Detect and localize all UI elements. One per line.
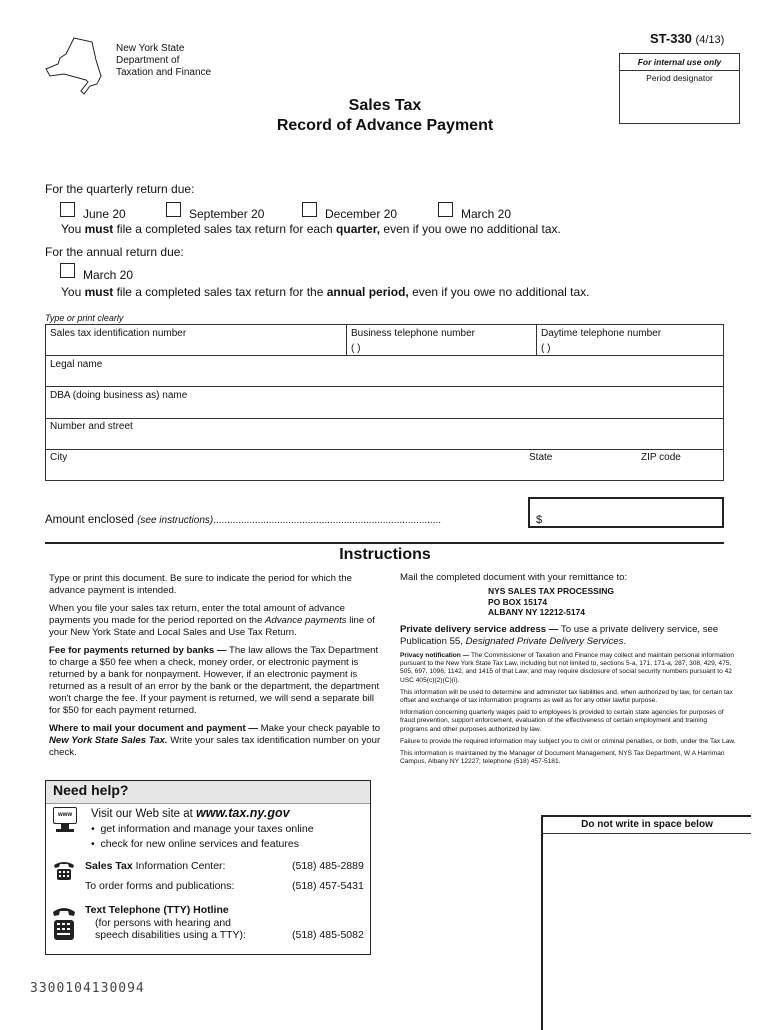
- option-march-quarterly: March 20: [461, 207, 512, 221]
- state-field[interactable]: State: [529, 452, 553, 463]
- instruction-p1: Type or print this document. Be sure to indicate the period for which the advance payment is intended.: [49, 573, 352, 596]
- web-monitor-icon: www: [53, 807, 77, 833]
- checkbox-december[interactable]: [302, 202, 317, 217]
- forms-label: To order forms and publications:: [85, 880, 235, 892]
- dollar-sign: $: [536, 514, 543, 526]
- instruction-p3: Fee for payments returned by banks — The law allows the Tax Department to charge a $50 fee when a check, money order, or electronic payment is returned by a bank for nonpayment. However, if an electronic payment is returned as a result of an error by the bank or the department, the department won't charge the fee. If your payment is returned, we will send a separate bill for $50 for each payment returned.: [49, 645, 380, 716]
- sales-tax-id-field[interactable]: Sales tax identification number: [50, 328, 187, 339]
- instructions-heading: Instructions: [339, 546, 431, 563]
- dba-field[interactable]: DBA (doing business as) name: [50, 390, 188, 401]
- new-york-state-map-logo: [44, 36, 112, 96]
- info-center-label: Sales Tax Information Center:: [85, 860, 226, 872]
- daytime-phone-parens: ( ): [541, 343, 551, 354]
- business-phone-field[interactable]: Business telephone number: [351, 328, 475, 339]
- legal-name-field[interactable]: Legal name: [50, 359, 103, 370]
- quarterly-heading: For the quarterly return due:: [45, 182, 195, 196]
- checkbox-march-annual[interactable]: [60, 263, 75, 278]
- tty-info: Text Telephone (TTY) Hotline (for persons with hearing and speech disabilities using a TTY):: [85, 904, 246, 941]
- option-march-annual: March 20: [83, 268, 134, 282]
- telephone-icon: [52, 858, 76, 882]
- need-help-heading: Need help?: [53, 782, 129, 798]
- help-bullet-1: • get information and manage your taxes online: [91, 823, 314, 835]
- privacy-notification: Privacy notification — The Commissioner of Taxation and Finance may collect and maintain personal information pursuant to the New York State Tax Law, including but not limited to, sections 5-a, 171, 171-a, 287, 308, 429, 475, 505, 697, 1096, 1142, and 1415 of that Law; and may require disclosure of social security numbers pursuant to 42 USC 405(c)(2)(C)(i). This information will be used to determine and administer tax liabilities and, when authorized by law, for certain tax offset and exchange of tax information programs as well as for any other lawful purpose. Information concerning quarterly wages paid to employees is provided to certain state agencies for purposes of fraud prevention, support enforcement, evaluation of the effectiveness of certain employment and training programs and other purposes authorized by law. Failure to provide the required information may subject you to civil or criminal penalties, or both, under the Tax Law. This information is maintained by the Manager of Document Management, NYS Tax Department, W A Harriman Campus, Albany NY 12227; telephone (518) 457-5181.: [400, 652, 736, 766]
- tty-icon: [51, 904, 77, 944]
- mailing-address: NYS SALES TAX PROCESSING PO BOX 15174 ALBANY NY 12212-5174: [488, 586, 614, 617]
- web-site-link[interactable]: www.tax.ny.gov: [196, 806, 290, 820]
- barcode-number: 3300104130094: [30, 981, 145, 996]
- instruction-p2: When you file your sales tax return, enter the total amount of advance payments you made for the period reported on the Advance payments line of your New York State and Local Sales and Use Tax Return.: [49, 603, 375, 638]
- private-delivery-note: Private delivery service address — To use a private delivery service, see Publication 55, Designated Private Delivery Services.: [400, 624, 719, 647]
- annual-heading: For the annual return due:: [45, 245, 184, 259]
- internal-use-box: For internal use only Period designator: [619, 53, 740, 124]
- form-number: ST-330 (4/13): [650, 31, 725, 46]
- instructions-left-column: [49, 573, 385, 759]
- option-september: September 20: [189, 207, 265, 221]
- daytime-phone-field[interactable]: Daytime telephone number: [541, 328, 662, 339]
- option-june: June 20: [83, 207, 126, 221]
- form-title: Sales Tax Record of Advance Payment: [276, 97, 494, 134]
- checkbox-june[interactable]: [60, 202, 75, 217]
- do-not-write-area: Do not write in space below: [541, 815, 751, 1030]
- forms-phone: (518) 457-5431: [292, 880, 364, 892]
- agency-name: New York State Department of Taxation and Finance: [116, 43, 212, 78]
- tty-phone: (518) 485-5082: [292, 929, 364, 941]
- mail-intro: Mail the completed document with your remittance to:: [400, 572, 628, 583]
- street-field[interactable]: Number and street: [50, 421, 133, 432]
- city-field[interactable]: City: [50, 452, 68, 463]
- instruction-p4: Where to mail your document and payment — Make your check payable to New York State Sales Tax. Write your sales tax identification number on your check.: [49, 723, 381, 758]
- quarterly-note: You must file a completed sales tax return for each quarter, even if you owe no additional tax.: [61, 222, 561, 236]
- web-site-line: Visit our Web site at www.tax.ny.gov: [91, 806, 290, 820]
- annual-note: You must file a completed sales tax return for the annual period, even if you owe no additional tax.: [61, 285, 590, 299]
- help-bullet-2: • check for new online services and features: [91, 838, 299, 850]
- info-center-phone: (518) 485-2889: [292, 860, 364, 872]
- taxpayer-info-grid: [45, 324, 724, 481]
- business-phone-parens: ( ): [351, 343, 361, 354]
- amount-enclosed-label: Amount enclosed (see instructions)..................................................................................: [45, 514, 442, 526]
- checkbox-march-quarterly[interactable]: [438, 202, 453, 217]
- instructions-divider: [45, 542, 724, 544]
- amount-enclosed-field[interactable]: [528, 497, 724, 528]
- type-or-print-note: Type or print clearly: [45, 313, 124, 323]
- checkbox-september[interactable]: [166, 202, 181, 217]
- option-december: December 20: [325, 207, 398, 221]
- zip-field[interactable]: ZIP code: [641, 452, 681, 463]
